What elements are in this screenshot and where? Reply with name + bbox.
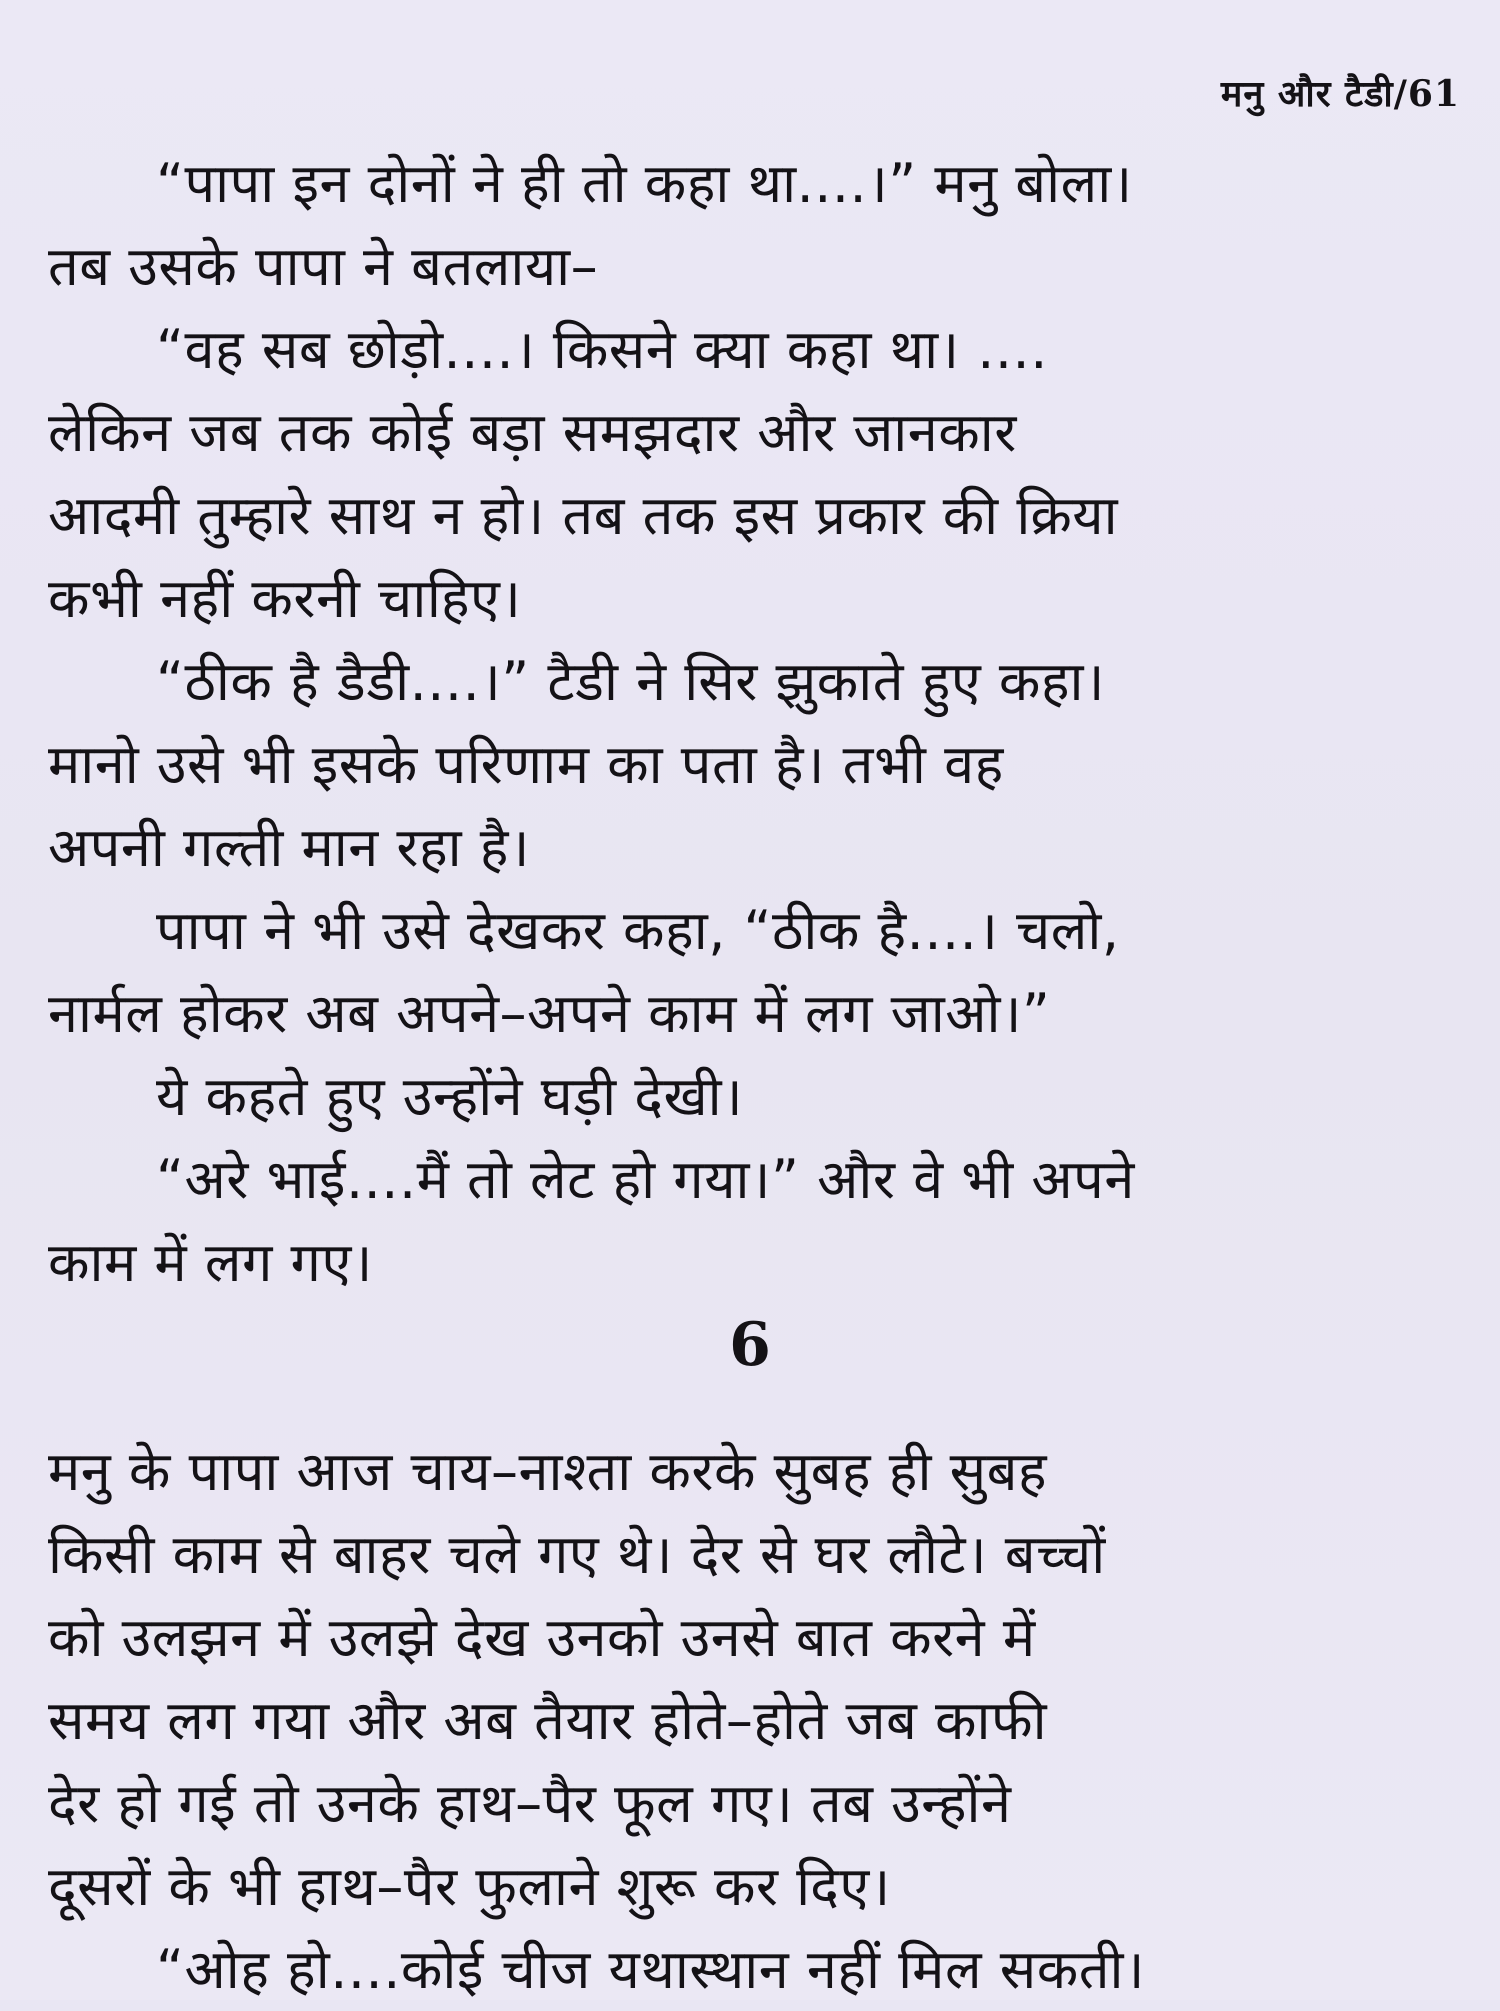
text-line: मानो उसे भी इसके परिणाम का पता है। तभी वह xyxy=(48,733,1004,796)
text-line: लेकिन जब तक कोई बड़ा समझदार और जानकार xyxy=(48,401,1017,464)
running-header: मनु और टैडी/61 xyxy=(1220,73,1460,115)
text-line: दूसरों के भी हाथ–पैर फुलाने शुरू कर दिए। xyxy=(48,1855,891,1918)
body-text-section-2 xyxy=(48,1430,1460,2011)
text-line: को उलझन में उलझे देख उनको उनसे बात करने में xyxy=(48,1606,1036,1669)
text-line: नार्मल होकर अब अपने–अपने काम में लग जाओ।” xyxy=(48,982,1051,1045)
text-line: देर हो गई तो उनके हाथ–पैर फूल गए। तब उन्होंने xyxy=(48,1772,1012,1835)
text-line: “ठीक है डैडी....।” टैडी ने सिर झुकाते हुए कहा। xyxy=(156,650,1106,713)
text-line: पापा ने भी उसे देखकर कहा, “ठीक है....। चलो, xyxy=(156,899,1120,962)
text-line: किसी काम से बाहर चले गए थे। देर से घर लौटे। बच्चों xyxy=(48,1523,1106,1586)
text-line: आदमी तुम्हारे साथ न हो। तब तक इस प्रकार की क्रिया xyxy=(48,484,1119,547)
text-line: “पापा इन दोनों ने ही तो कहा था....।” मनु बोला। xyxy=(156,152,1133,215)
text-line: “वह सब छोड़ो....। किसने क्या कहा था। .... xyxy=(156,318,1048,381)
text-line: काम में लग गए। xyxy=(48,1231,373,1294)
text-line: मनु के पापा आज चाय–नाश्ता करके सुबह ही सुबह xyxy=(48,1440,1048,1503)
chapter-number: 6 xyxy=(729,1310,771,1380)
text-line: “अरे भाई....मैं तो लेट हो गया।” और वे भी अपने xyxy=(156,1148,1135,1211)
text-line: कभी नहीं करनी चाहिए। xyxy=(48,567,522,630)
body-text-section-1 xyxy=(48,142,1460,1304)
text-line: “ओह हो....कोई चीज यथास्थान नहीं मिल सकती। xyxy=(156,1938,1145,2001)
text-line: ये कहते हुए उन्होंने घड़ी देखी। xyxy=(156,1065,744,1128)
text-line: समय लग गया और अब तैयार होते–होते जब काफी xyxy=(48,1689,1048,1752)
text-line: तब उसके पापा ने बतलाया– xyxy=(48,235,599,298)
text-line: अपनी गल्ती मान रहा है। xyxy=(48,816,530,879)
